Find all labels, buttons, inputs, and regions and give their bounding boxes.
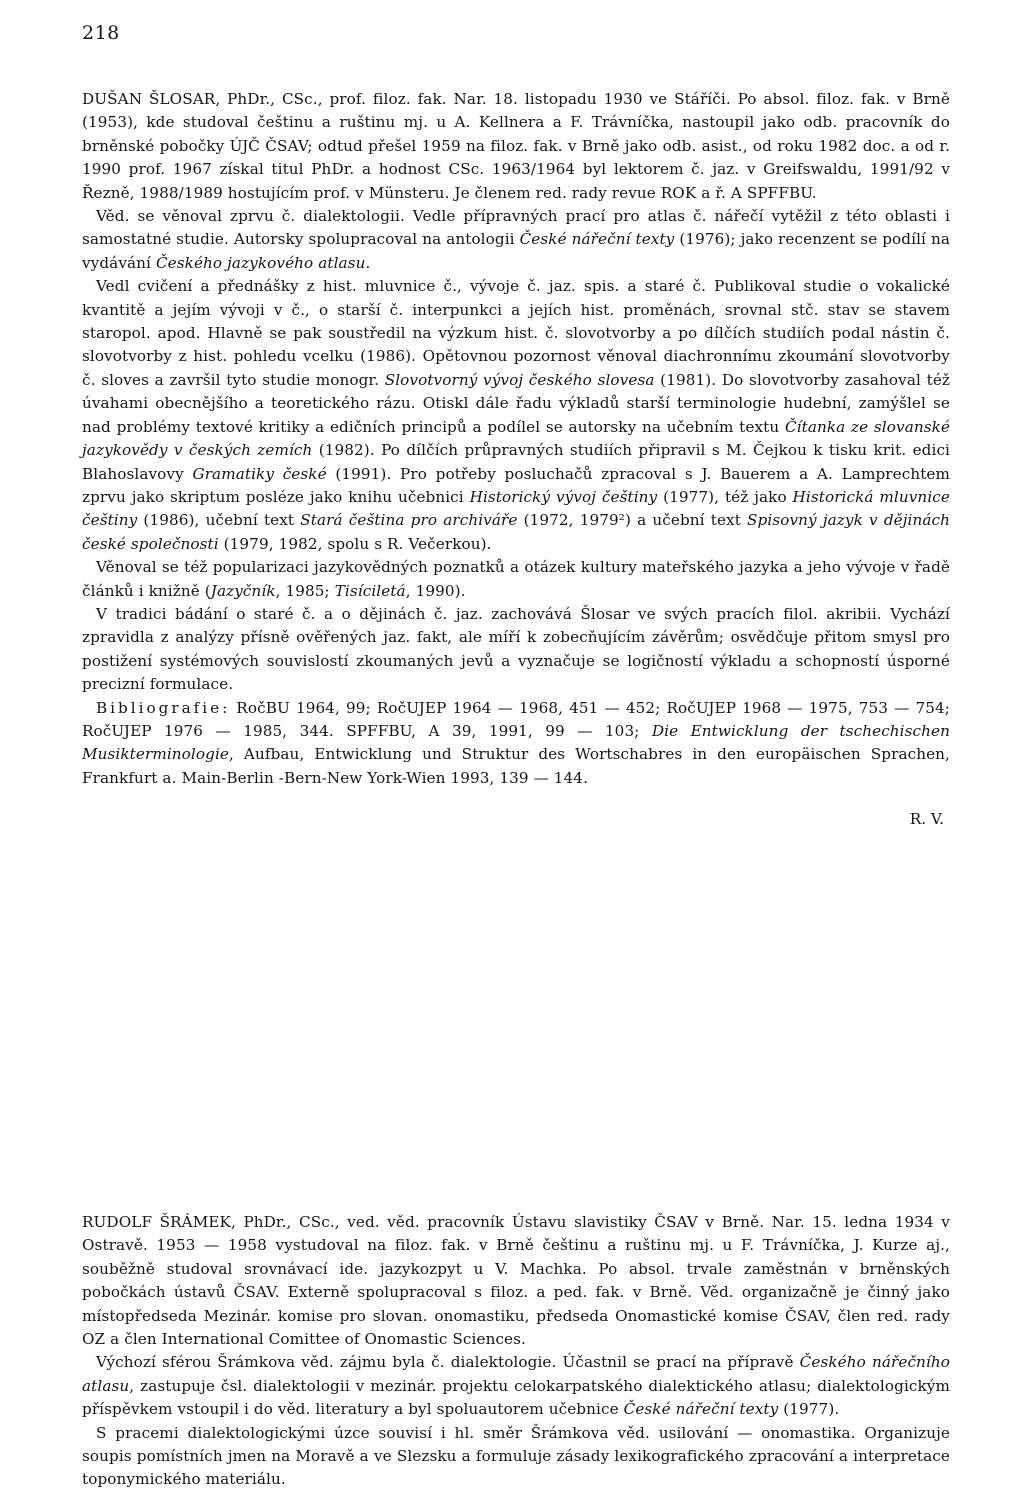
work-title: Spisovný jazyk v dějinách české společnosti [82,511,951,553]
entry-paragraph: Věnoval se též popularizaci jazykovědných poznatků a otázek kultury mateřského jazyka a jeho vývoje v řadě článků i knižně (Jazyčník, 1985; Tisíciletá, 1990). [82,558,950,600]
work-title: Slovotvorný vývoj českého slovesa [384,370,655,389]
work-title: Českého nářečního atlasu [82,1353,951,1395]
work-title: Die Entwicklung der tschechischen Musikterminologie [82,721,950,764]
bibliography: Bibliografie: RočBU 1964, 99; RočUJEP 1964 — 1968, 451 — 452; RočUJEP 1968 — 1975, 753 — 754; RočUJEP 1976 — 1985, 344. SPFFBU, A 39, 1991, 99 — 103; Die Entwicklung der tschechischen Musikterminologie, Aufbau, Entwicklung und Struktur des Wortschabres in den europäischen Sprachen, Frankfurt a. Main-Berlin -Bern-New York-Wien 1993, 139 — 144. [82,698,950,787]
biography-entry-sramek [82,1211,950,1492]
bibliography-label: Bibliografie: [96,698,231,717]
entry-paragraph: S pracemi dialektologickými úzce souvisí i hl. směr Šrámkova věd. usilování — onomastika. Organizuje soupis pomístních jmen na Moravě a ve Slezsku a formuluje zásady lexikografického zpracování a interpretace toponymického materiálu. [82,1423,950,1489]
entry-paragraph: DUŠAN ŠLOSAR, PhDr., CSc., prof. filoz. fak. Nar. 18. listopadu 1930 ve Stáříči. Po absol. filoz. fak. v Brně (1953), kde studoval češtinu a ruštinu mj. u A. Kellnera a F. Trávníčka, nastoupil jako odb. pracovník do brněnské pobočky ÚJČ ČSAV; odtud přešel 1959 na filoz. fak. v Brně jako odb. asist., od roku 1982 doc. a od r. 1990 prof. 1967 získal titul PhDr. a hodnost CSc. 1963/1964 byl lektorem č. jaz. v Greifswaldu, 1991/92 v Řezně, 1988/1989 hostujícím prof. v Münsteru. Je členem red. rady revue ROK a ř. A SPFFBU. [82,90,950,202]
work-title: Gramatiky české [192,464,327,483]
page-number: 218 [82,22,120,44]
work-title: Historický vývoj češtiny [469,487,658,506]
author-signature: R. V. [909,810,944,829]
entry-paragraph: RUDOLF ŠRÁMEK, PhDr., CSc., ved. věd. pracovník Ústavu slavistiky ČSAV v Brně. Nar. 15. ledna 1934 v Ostravě. 1953 — 1958 vystudoval na filoz. fak. v Brně češtinu a ruštinu mj. u F. Trávníčka, J. Kurze aj., souběžně studoval srovnávací ide. jazykozpyt u V. Machka. Po absol. trvale zaměstnán v brněnských pobočkách ústavů ČSAV. Externě spolupracoval s filoz. a ped. fak. v Brně. Věd. organizačně je činný jako místopředseda Mezinár. komise pro slovan. onomastiku, předseda Onomastické komise ČSAV, člen red. rady OZ a člen International Comittee of Onomastic Sciences. [82,1213,950,1349]
entry-paragraph: Výchozí sférou Šrámkova věd. zájmu byla č. dialektologie. Účastnil se prací na přípravě Českého nářečního atlasu, zastupuje čsl. dialektologii v mezinár. projektu celokarpatského dialektického atlasu; dialektologickým příspěvkem vstoupil i do věd. literatury a byl spoluautorem učebnice České nářeční texty (1977). [82,1353,951,1419]
work-title: České nářeční texty [519,230,675,249]
entry-paragraph: Věd. se věnoval zprvu č. dialektologii. Vedle přípravných prací pro atlas č. nářečí vytěžil z této oblasti i samostatné studie. Autorsky spolupracoval na antologii České nářeční texty (1976); jako recenzent se podílí na vydávání Českého jazykového atlasu. [82,207,950,272]
biography-entry-slosar [82,88,950,828]
work-title: České nářeční texty [623,1400,779,1419]
entry-paragraph: V tradici bádání o staré č. a o dějinách č. jaz. zachovává Šlosar ve svých pracích filol. akribii. Vychází zpravidla z analýzy přísně ověřených jaz. fakt, ale míří k zobecňujícím závěrům; osvědčuje přitom smysl pro postižení systémových souvislostí zkoumaných jevů a vyznačuje se logičností výkladu a schopností úsporné precizní formulace. [82,604,950,694]
work-title: Stará čeština pro archiváře [300,511,518,530]
work-title: Jazyčník [210,581,276,600]
work-title: Českého jazykového atlasu [155,253,366,272]
work-title: Tisíciletá [334,581,406,600]
work-title: Historická mluvnice češtiny [82,487,950,530]
entry-paragraph: Vedl cvičení a přednášky z hist. mluvnice č., vývoje č. jaz. spis. a staré č. Publikoval studie o vokalické kvantitě a jejím vývoji v č., o starší č. interpunkci a jejích hist. proměnách, srovnal stč. stav se stavem staropol. apod. Hlavně se pak soustředil na výzkum hist. č. slovotvorby a po dílčích studiích podal nástin č. slovotvorby z hist. pohledu vcelku (1986). Opětovnou pozornost věnoval diachronnímu zkoumání slovotvorby č. sloves a završil tyto studie monogr. Slovotvorný vývoj českého slovesa (1981). Do slovotvorby zasahoval též úvahami obecnějšího a teoretického rázu. Otiskl dále řadu výkladů starší terminologie hudební, zamýšlel se nad problémy textové kritiky a edičních principů a podílel se autorsky na učebním textu Čítanka ze slovanské jazykovědy v českých zemích (1982). Po dílčích průpravných studiích připravil s M. Čejkou k tisku krit. edici Blahoslavovy Gramatiky české (1991). Pro potřeby posluchačů zpracoval s J. Bauerem a A. Lamprechtem zprvu jako skriptum posléze jako knihu učebnici Historický vývoj češtiny (1977), též jako Historická mluvnice češtiny (1986), učební text Stará čeština pro archiváře (1972, 1979²) a učební text Spisovný jazyk v dějinách české společnosti (1979, 1982, spolu s R. Večerkou). [82,277,951,553]
work-title: Čítanka ze slovanské jazykovědy v českých zemích [82,417,951,460]
